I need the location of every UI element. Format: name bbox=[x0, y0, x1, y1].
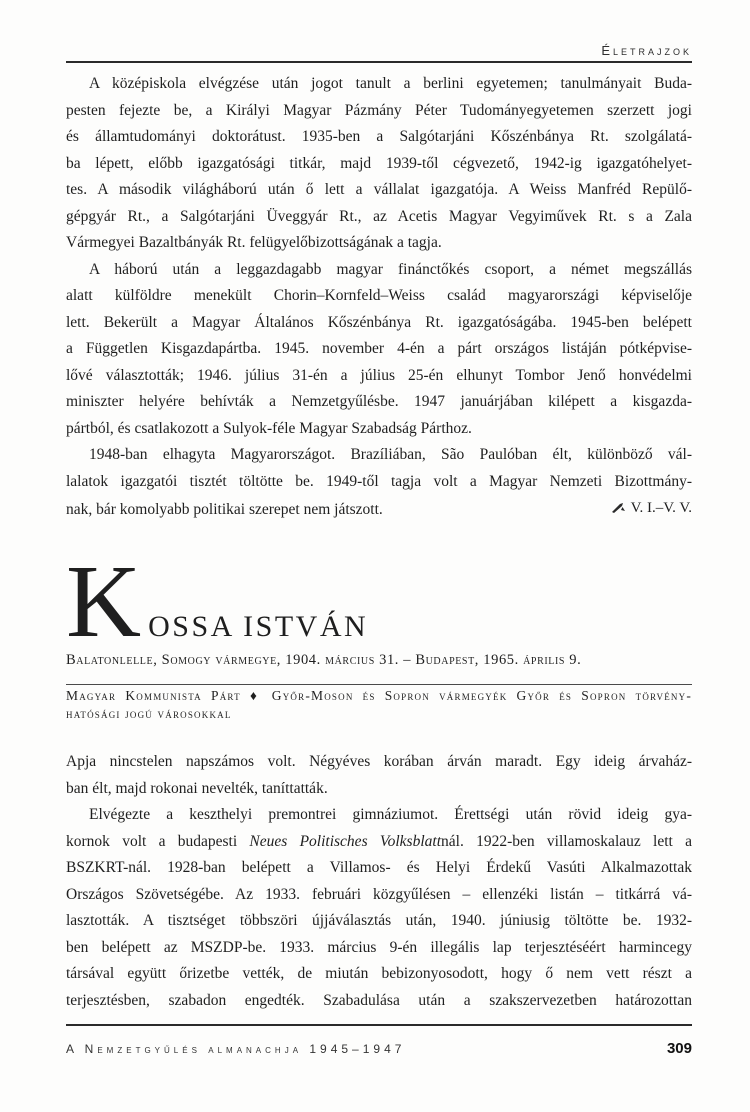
author-signature bbox=[611, 495, 692, 522]
constituency-text: Győr-Moson és Sopron vármegyék Győr és Sopron törvény- bbox=[271, 688, 693, 703]
previous-entry-continuation bbox=[66, 71, 692, 524]
text-line-fragment: kornok volt a budapesti bbox=[66, 832, 250, 850]
footer-book-title: A Nemzetgyűlés almanachja 1945–1947 bbox=[66, 1042, 406, 1056]
divider-rule bbox=[66, 684, 692, 685]
text-line: Elvégezte a keszthelyi premontrei gimnáziumot. Érettségi után rövid ideig gya- bbox=[89, 806, 692, 823]
text-line: ben belépett az MSZDP-be. 1933. március 9-én illegális lap terjesztéséért harmincegy bbox=[66, 938, 692, 956]
text-line: gépgyár Rt., a Salgótarjáni Üveggyár Rt., az Acetis Magyar Vegyiművek Rt. s a Zala bbox=[66, 207, 692, 225]
text-line: ban élt, majd rokonai nevelték, taníttatták. bbox=[66, 779, 328, 797]
text-line-fragment: nál. 1922-ben villamoskalauz lett a bbox=[441, 832, 692, 850]
text-line: Országos Szövetségébe. Az 1933. februári közgyűlésen – ellenzéki listán – titkárrá vá- bbox=[66, 885, 692, 903]
text-line: ba lépett, előbb igazgatósági titkár, majd 1939-től cégvezető, 1942-ig igazgatóhelyet- bbox=[66, 154, 692, 172]
text-line: lett. Bekerült a Magyar Általános Kőszénbánya Rt. igazgatóságába. 1945-ben belépett bbox=[66, 313, 692, 331]
text-line: és államtudományi doktorátust. 1935-ben a Salgótarjáni Kőszénbánya Rt. szolgálatá- bbox=[66, 128, 692, 145]
footer-rule bbox=[66, 1024, 692, 1026]
entry-name-rest: OSSA ISTVÁN bbox=[148, 610, 369, 643]
paragraph bbox=[66, 749, 692, 802]
page-number: 309 bbox=[666, 1040, 692, 1057]
pen-nib-icon bbox=[611, 502, 626, 514]
running-header-label: Életrajzok bbox=[601, 43, 692, 58]
text-line: lasztották. A tisztséget többszöri újjáválasztás után, 1940. júniusig töltötte be. 1932- bbox=[66, 912, 692, 929]
entry-name-heading bbox=[66, 544, 692, 659]
drop-cap-initial: K bbox=[66, 544, 142, 659]
running-header bbox=[66, 42, 692, 60]
text-line: A háború után a leggazdagabb magyar finánctőkés csoport, a német megszállás bbox=[89, 260, 692, 278]
text-line: Apja nincstelen napszámos volt. Négyéves korában árván maradt. Egy ideig árvaház- bbox=[66, 753, 692, 770]
text-line: lalatok igazgatói tisztét töltötte be. 1949-től tagja volt a Magyar Nemzeti Bizottmány- bbox=[66, 472, 692, 490]
author-initials: V. I.–V. V. bbox=[630, 500, 692, 516]
header-rule bbox=[66, 61, 692, 63]
text-line bbox=[66, 687, 692, 705]
text-line: terjesztésben, szabadon engedték. Szabadulása után a szakszervezetben határozottan bbox=[66, 991, 692, 1009]
text-line: alatt külföldre menekült Chorin–Kornfeld–Weiss család magyarországi képviselője bbox=[66, 287, 692, 304]
party-and-constituency bbox=[66, 687, 692, 722]
text-line: társával együtt őrizetbe vették, de miután bebizonyosodott, hogy ő nem vett részt a bbox=[66, 965, 692, 982]
text-line: 1948-ban elhagyta Magyarországot. Brazíliában, São Paulóban élt, különböző vál- bbox=[89, 446, 692, 463]
text-line-fragment: nak, bár komolyabb politikai szerepet nem játszott. bbox=[66, 501, 383, 519]
text-line: hatósági jogú városokkal bbox=[66, 705, 232, 721]
page-footer bbox=[66, 1040, 692, 1057]
text-line: pártból, és csatlakozott a Sulyok-féle Magyar Szabadság Párthoz. bbox=[66, 419, 472, 437]
text-line: BSZKRT-nál. 1928-ban belépett a Villamos- és Helyi Érdekű Vasúti Alkalmazottak bbox=[66, 859, 692, 876]
diamond-separator-icon: ♦ bbox=[249, 688, 263, 703]
paragraph bbox=[66, 257, 692, 443]
entry-biography bbox=[66, 749, 692, 1014]
text-line: Vármegyei Bazaltbányák Rt. felügyelőbizottságának a tagja. bbox=[66, 234, 442, 251]
paragraph bbox=[66, 442, 692, 524]
party-name: Magyar Kommunista Párt bbox=[66, 688, 241, 703]
newspaper-title: Neues Politisches Volksblatt bbox=[249, 832, 442, 850]
text-line: tes. A második világháború után ő lett a vállalat igazgatója. A Weiss Manfréd Repülő- bbox=[66, 181, 692, 198]
text-line bbox=[66, 495, 692, 524]
vital-data-line: Balatonlelle, Somogy vármegye, 1904. március 31. – Budapest, 1965. április 9. bbox=[66, 652, 582, 668]
text-line: miniszter helyére behívták a Nemzetgyűlésbe. 1947 januárjában kilépett a kisgazda- bbox=[66, 393, 692, 410]
text-line: A középiskola elvégzése után jogot tanult a berlini egyetemen; tanulmányait Buda- bbox=[89, 75, 692, 92]
text-line bbox=[66, 829, 692, 856]
paragraph bbox=[66, 802, 692, 1014]
text-line: lővé választották; 1946. július 31-én a július 25-én elhunyt Tombor Jenő honvédelmi bbox=[66, 366, 692, 384]
text-line: pesten fejezte be, a Királyi Magyar Pázmány Péter Tudományegyetemen szerzett jogi bbox=[66, 101, 692, 119]
text-line: a Független Kisgazdapártba. 1945. november 4-én a párt országos listáján pótképvise- bbox=[66, 340, 692, 357]
paragraph bbox=[66, 71, 692, 257]
